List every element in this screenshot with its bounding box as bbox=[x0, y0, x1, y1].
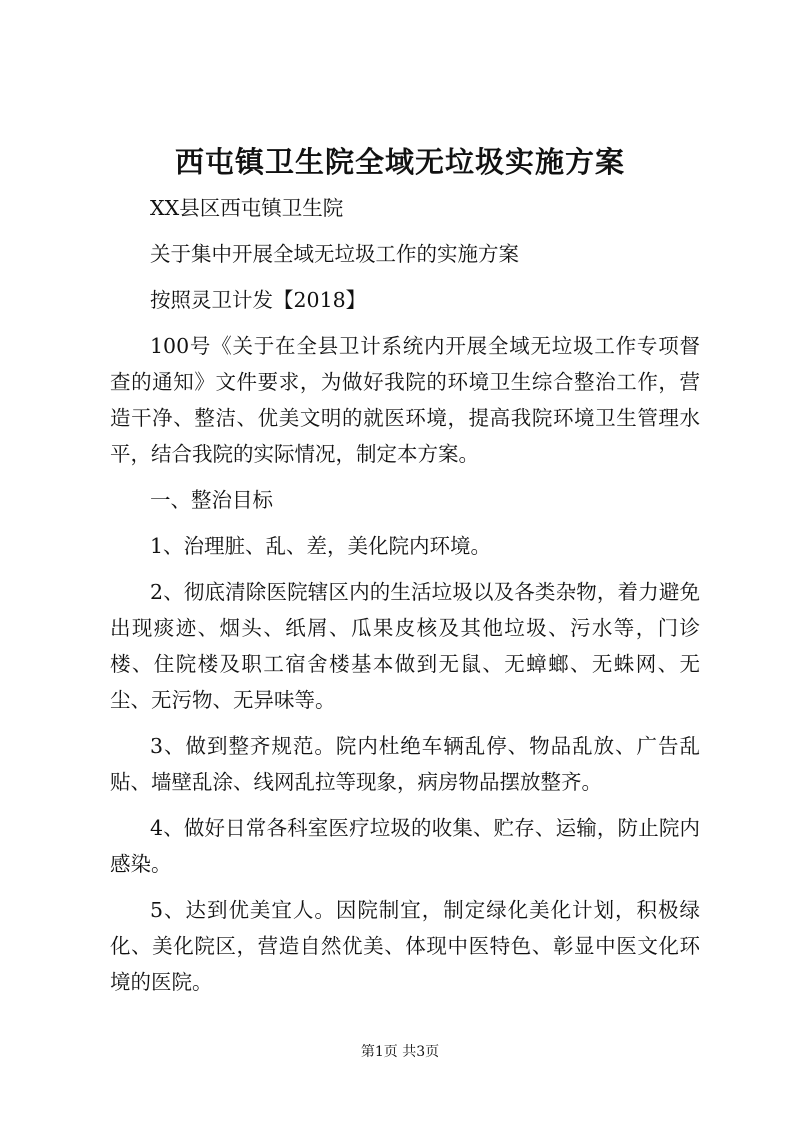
goal-item-3: 3、做到整齐规范。院内杜绝车辆乱停、物品乱放、广告乱贴、墙壁乱涂、线网乱拉等现象，病房物品摆放整齐。 bbox=[110, 734, 700, 794]
document-body bbox=[110, 190, 700, 1010]
goal-item-2: 2、彻底清除医院辖区内的生活垃圾以及各类杂物，着力避免出现痰迹、烟头、纸屑、瓜果皮核及其他垃圾、污水等，门诊楼、住院楼及职工宿舍楼基本做到无鼠、无蟑螂、无蛛网、无尘、无污物、无异味等。 bbox=[110, 580, 700, 712]
section-heading-goals: 一、整治目标 bbox=[150, 488, 273, 512]
document-title: 西屯镇卫生院全域无垃圾实施方案 bbox=[174, 145, 625, 179]
goal-item-5: 5、达到优美宜人。因院制宜，制定绿化美化计划，积极绿化、美化院区，营造自然优美、体现中医特色、彰显中医文化环境的医院。 bbox=[110, 898, 700, 994]
goal-item-1: 1、治理脏、乱、差，美化院内环境。 bbox=[150, 534, 492, 558]
page-number-footer: 第1页 共3页 bbox=[360, 1044, 440, 1060]
paragraph-plan-subtitle: 关于集中开展全域无垃圾工作的实施方案 bbox=[150, 242, 519, 266]
paragraph-hospital-name: XX县区西屯镇卫生院 bbox=[150, 196, 344, 220]
paragraph-intro: 100号《关于在全县卫计系统内开展全域无垃圾工作专项督查的通知》文件要求，为做好我院的环境卫生综合整治工作，营造干净、整洁、优美文明的就医环境，提高我院环境卫生管理水平，结合我院的实际情况，制定本方案。 bbox=[110, 334, 700, 466]
paragraph-reference: 按照灵卫计发【2018】 bbox=[150, 288, 367, 312]
goal-item-4: 4、做好日常各科室医疗垃圾的收集、贮存、运输，防止院内感染。 bbox=[110, 816, 700, 876]
